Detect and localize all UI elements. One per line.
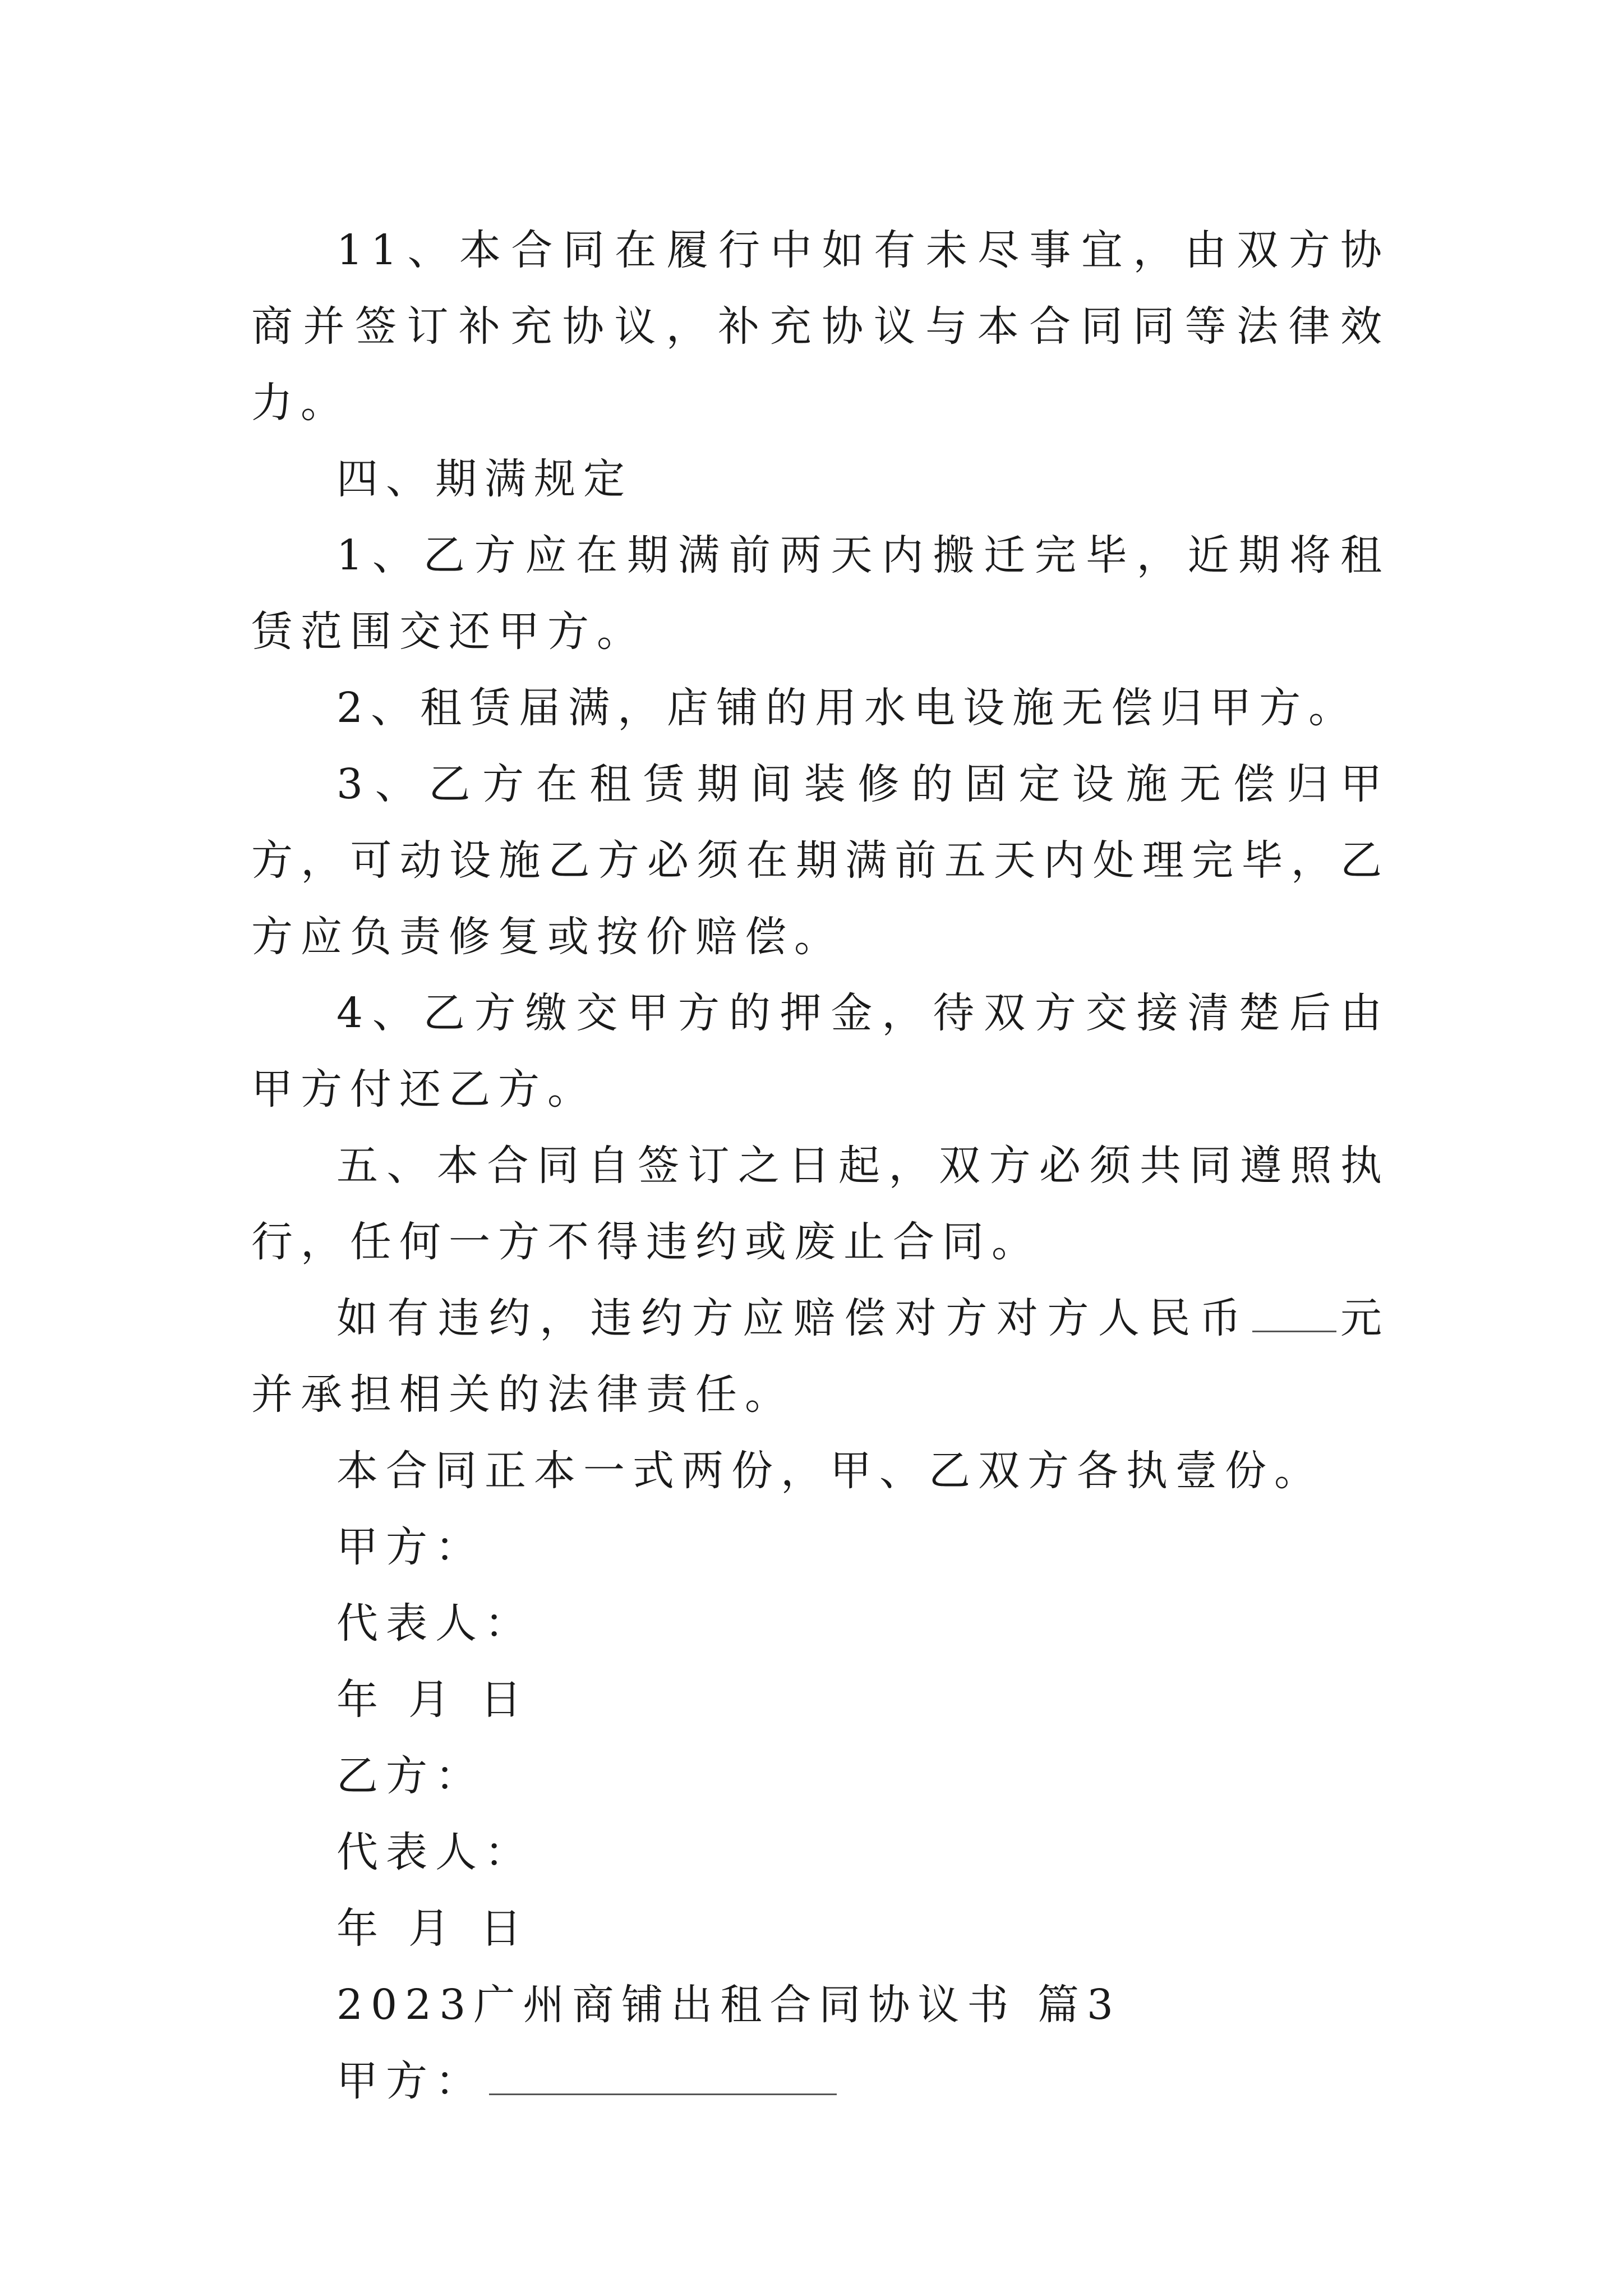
next-party-a-line (251, 2043, 1390, 2119)
breach-clause (251, 1280, 1390, 1433)
party-a-name-blank (489, 2060, 837, 2095)
clause-expiry-1: 1、乙方应在期满前两天内搬迁完毕，近期将租赁范围交还甲方。 (251, 531, 1390, 656)
date-day: 日 (480, 1676, 529, 1724)
party-b-date (251, 1890, 1390, 1967)
clause-expiry-4: 4、乙方缴交甲方的押金，待双方交接清楚后由甲方付还乙方。 (251, 989, 1390, 1114)
date-month: 月 (408, 1676, 458, 1724)
party-b-representative: 代表人： (336, 1828, 534, 1876)
copies-clause: 本合同正本一式两份，甲、乙双方各执壹份。 (336, 1447, 1324, 1495)
section-heading-expiry: 四、期满规定 (336, 455, 633, 503)
amount-blank (1252, 1297, 1336, 1332)
document-body (251, 212, 1390, 2119)
clause-expiry-3: 3、乙方在租赁期间装修的固定设施无偿归甲方，可动设施乙方必须在期满前五天内处理完毕，乙方应负责修复或按价赔偿。 (251, 760, 1390, 961)
clause-expiry-2: 2、租赁届满，店铺的用水电设施无偿归甲方。 (336, 684, 1358, 732)
date-year: 年 (336, 1904, 386, 1953)
clause-effective: 五、本合同自签订之日起，双方必须共同遵照执行，任何一方不得违约或废止合同。 (251, 1142, 1390, 1266)
next-party-a-label: 甲方： (336, 2057, 485, 2105)
party-a-label: 甲方： (336, 1523, 485, 1571)
party-b-label: 乙方： (336, 1752, 485, 1800)
date-day: 日 (480, 1904, 529, 1953)
breach-clause-text-after: 元并承担相关的法律责任。 (251, 1294, 1390, 1419)
party-a-representative: 代表人： (336, 1599, 534, 1648)
party-a-date (251, 1662, 1390, 1738)
date-month: 月 (408, 1904, 458, 1953)
next-section-title: 2023广州商铺出租合同协议书 篇3 (336, 1981, 1121, 2029)
date-year: 年 (336, 1676, 386, 1724)
breach-clause-text-before: 如有违约，违约方应赔偿对方对方人民币 (336, 1294, 1251, 1342)
clause-11: 11、本合同在履行中如有未尽事宜，由双方协商并签订补充协议，补充协议与本合同同等法律效力。 (251, 226, 1390, 427)
